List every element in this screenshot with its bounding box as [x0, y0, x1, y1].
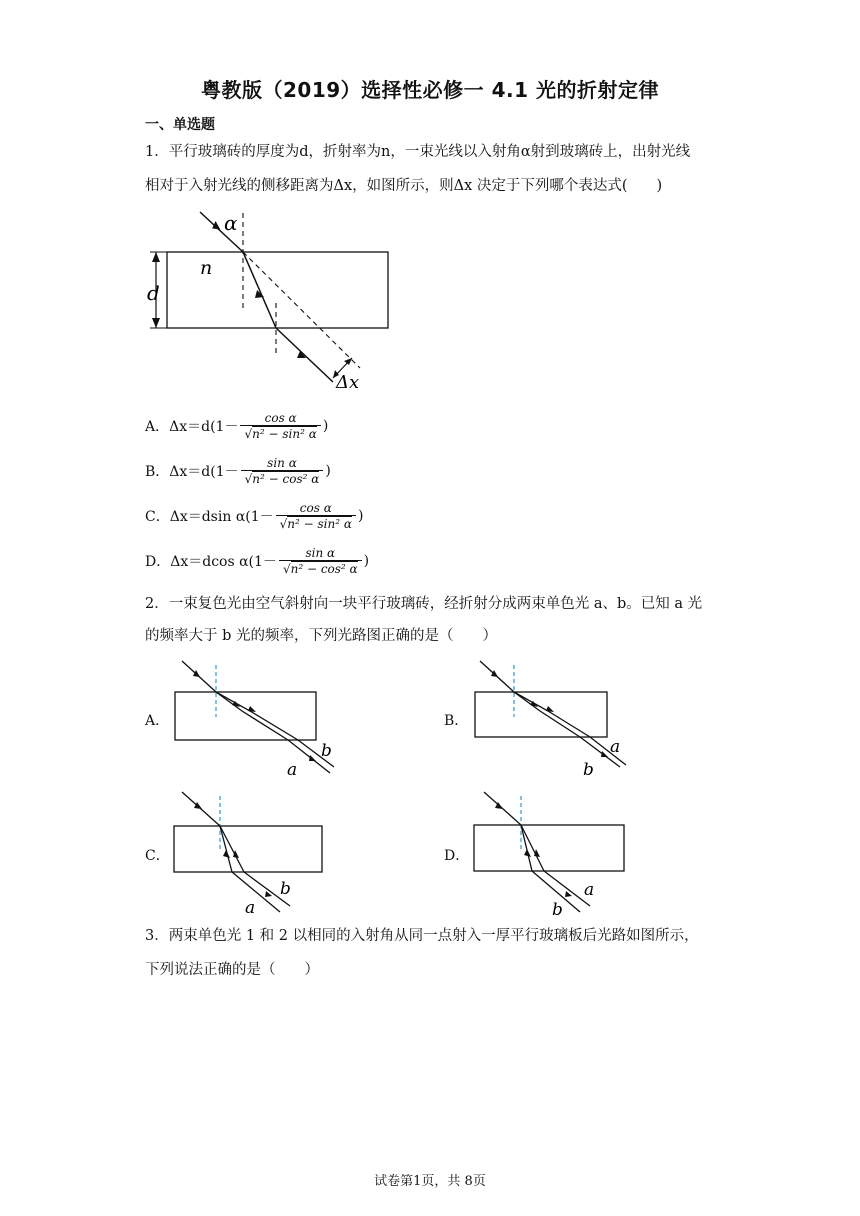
q1-option-d[interactable]: [145, 541, 369, 581]
ray-label-lower: b: [583, 760, 594, 780]
q1-option-b[interactable]: [145, 451, 331, 491]
option-suffix: ): [325, 463, 331, 479]
sqrt-sign: √: [244, 472, 253, 486]
q1-line-2: 相对于入射光线的侧移距离为Δx，如图所示，则Δx 决定于下列哪个表达式( ): [145, 178, 663, 194]
q1-option-c[interactable]: [145, 496, 363, 536]
denominator: n² − sin² α: [252, 427, 317, 441]
fraction: [240, 411, 320, 441]
option-prefix: Δx＝d(1－: [169, 419, 239, 435]
refracted-ray: [243, 252, 276, 328]
ray-label-upper: b: [321, 741, 332, 761]
q2-option-a-label[interactable]: A．: [145, 713, 170, 729]
denominator: n² − sin² α: [287, 517, 352, 531]
fraction: [241, 456, 324, 486]
fraction: [279, 546, 362, 576]
option-prefix: Δx＝d(1－: [169, 464, 239, 480]
emergent-ray: [276, 328, 333, 382]
q2-option-c-label[interactable]: C．: [145, 848, 170, 864]
option-suffix: ): [363, 553, 370, 569]
q3-line-1: 3．两束单色光 1 和 2 以相同的入射角从同一点射入一厚平行玻璃板后光路如图所示，: [145, 928, 699, 944]
q2-line-1: 2．一束复色光由空气斜射向一块平行玻璃砖，经折射分成两束单色光 a、b。已知 a 光: [145, 596, 703, 612]
q2-option-b-diagram[interactable]: [470, 655, 640, 780]
d-label: d: [147, 281, 160, 305]
option-label: A．: [145, 419, 170, 435]
numerator: sin α: [305, 546, 336, 560]
option-suffix: ): [357, 508, 364, 524]
q2-option-d-diagram[interactable]: [470, 788, 640, 918]
ray-label-upper: a: [584, 880, 595, 900]
q2-option-c-diagram[interactable]: [170, 788, 340, 918]
q1-figure: [140, 208, 400, 398]
numerator: sin α: [267, 456, 297, 470]
page-title: 粤教版（2019）选择性必修一 4.1 光的折射定律: [200, 78, 660, 102]
option-label: B．: [145, 464, 170, 480]
numerator: cos α: [264, 411, 297, 425]
option-prefix: Δx＝dsin α(1－: [169, 509, 274, 525]
sqrt-sign: √: [244, 427, 253, 441]
option-label: C．: [145, 509, 170, 525]
ray-label-lower: b: [552, 900, 563, 918]
q2-option-d-label[interactable]: D．: [444, 848, 470, 864]
dx-label: Δx: [336, 372, 360, 393]
sqrt-sign: √: [282, 562, 291, 576]
numerator: cos α: [299, 501, 332, 515]
q3-line-2: 下列说法正确的是（ ）: [145, 962, 319, 978]
ray-label-lower: a: [287, 760, 298, 780]
q1-option-a[interactable]: [145, 406, 328, 446]
fraction: [276, 501, 356, 531]
ray-label-upper: a: [610, 737, 621, 757]
q2-option-a-diagram[interactable]: [170, 655, 340, 780]
option-suffix: ): [322, 418, 329, 434]
denominator: n² − cos² α: [252, 472, 320, 486]
option-label: D．: [145, 554, 171, 570]
q1-line-1: 1．平行玻璃砖的厚度为d，折射率为n，一束光线以入射角α射到玻璃砖上，出射光线: [145, 144, 691, 160]
n-label: n: [200, 257, 213, 279]
option-prefix: Δx＝dcos α(1－: [170, 554, 277, 570]
alpha-label: α: [224, 211, 238, 235]
q2-line-2: 的频率大于 b 光的频率，下列光路图正确的是（ ）: [145, 628, 497, 644]
q2-option-b-label[interactable]: B．: [444, 713, 469, 729]
ray-label-lower: a: [245, 898, 256, 918]
section-heading: 一、单选题: [145, 117, 215, 133]
page-footer: 试卷第1页，共 8页: [374, 1174, 486, 1189]
sqrt-sign: √: [279, 517, 288, 531]
denominator: n² − cos² α: [290, 562, 358, 576]
ray-label-upper: b: [280, 879, 291, 899]
